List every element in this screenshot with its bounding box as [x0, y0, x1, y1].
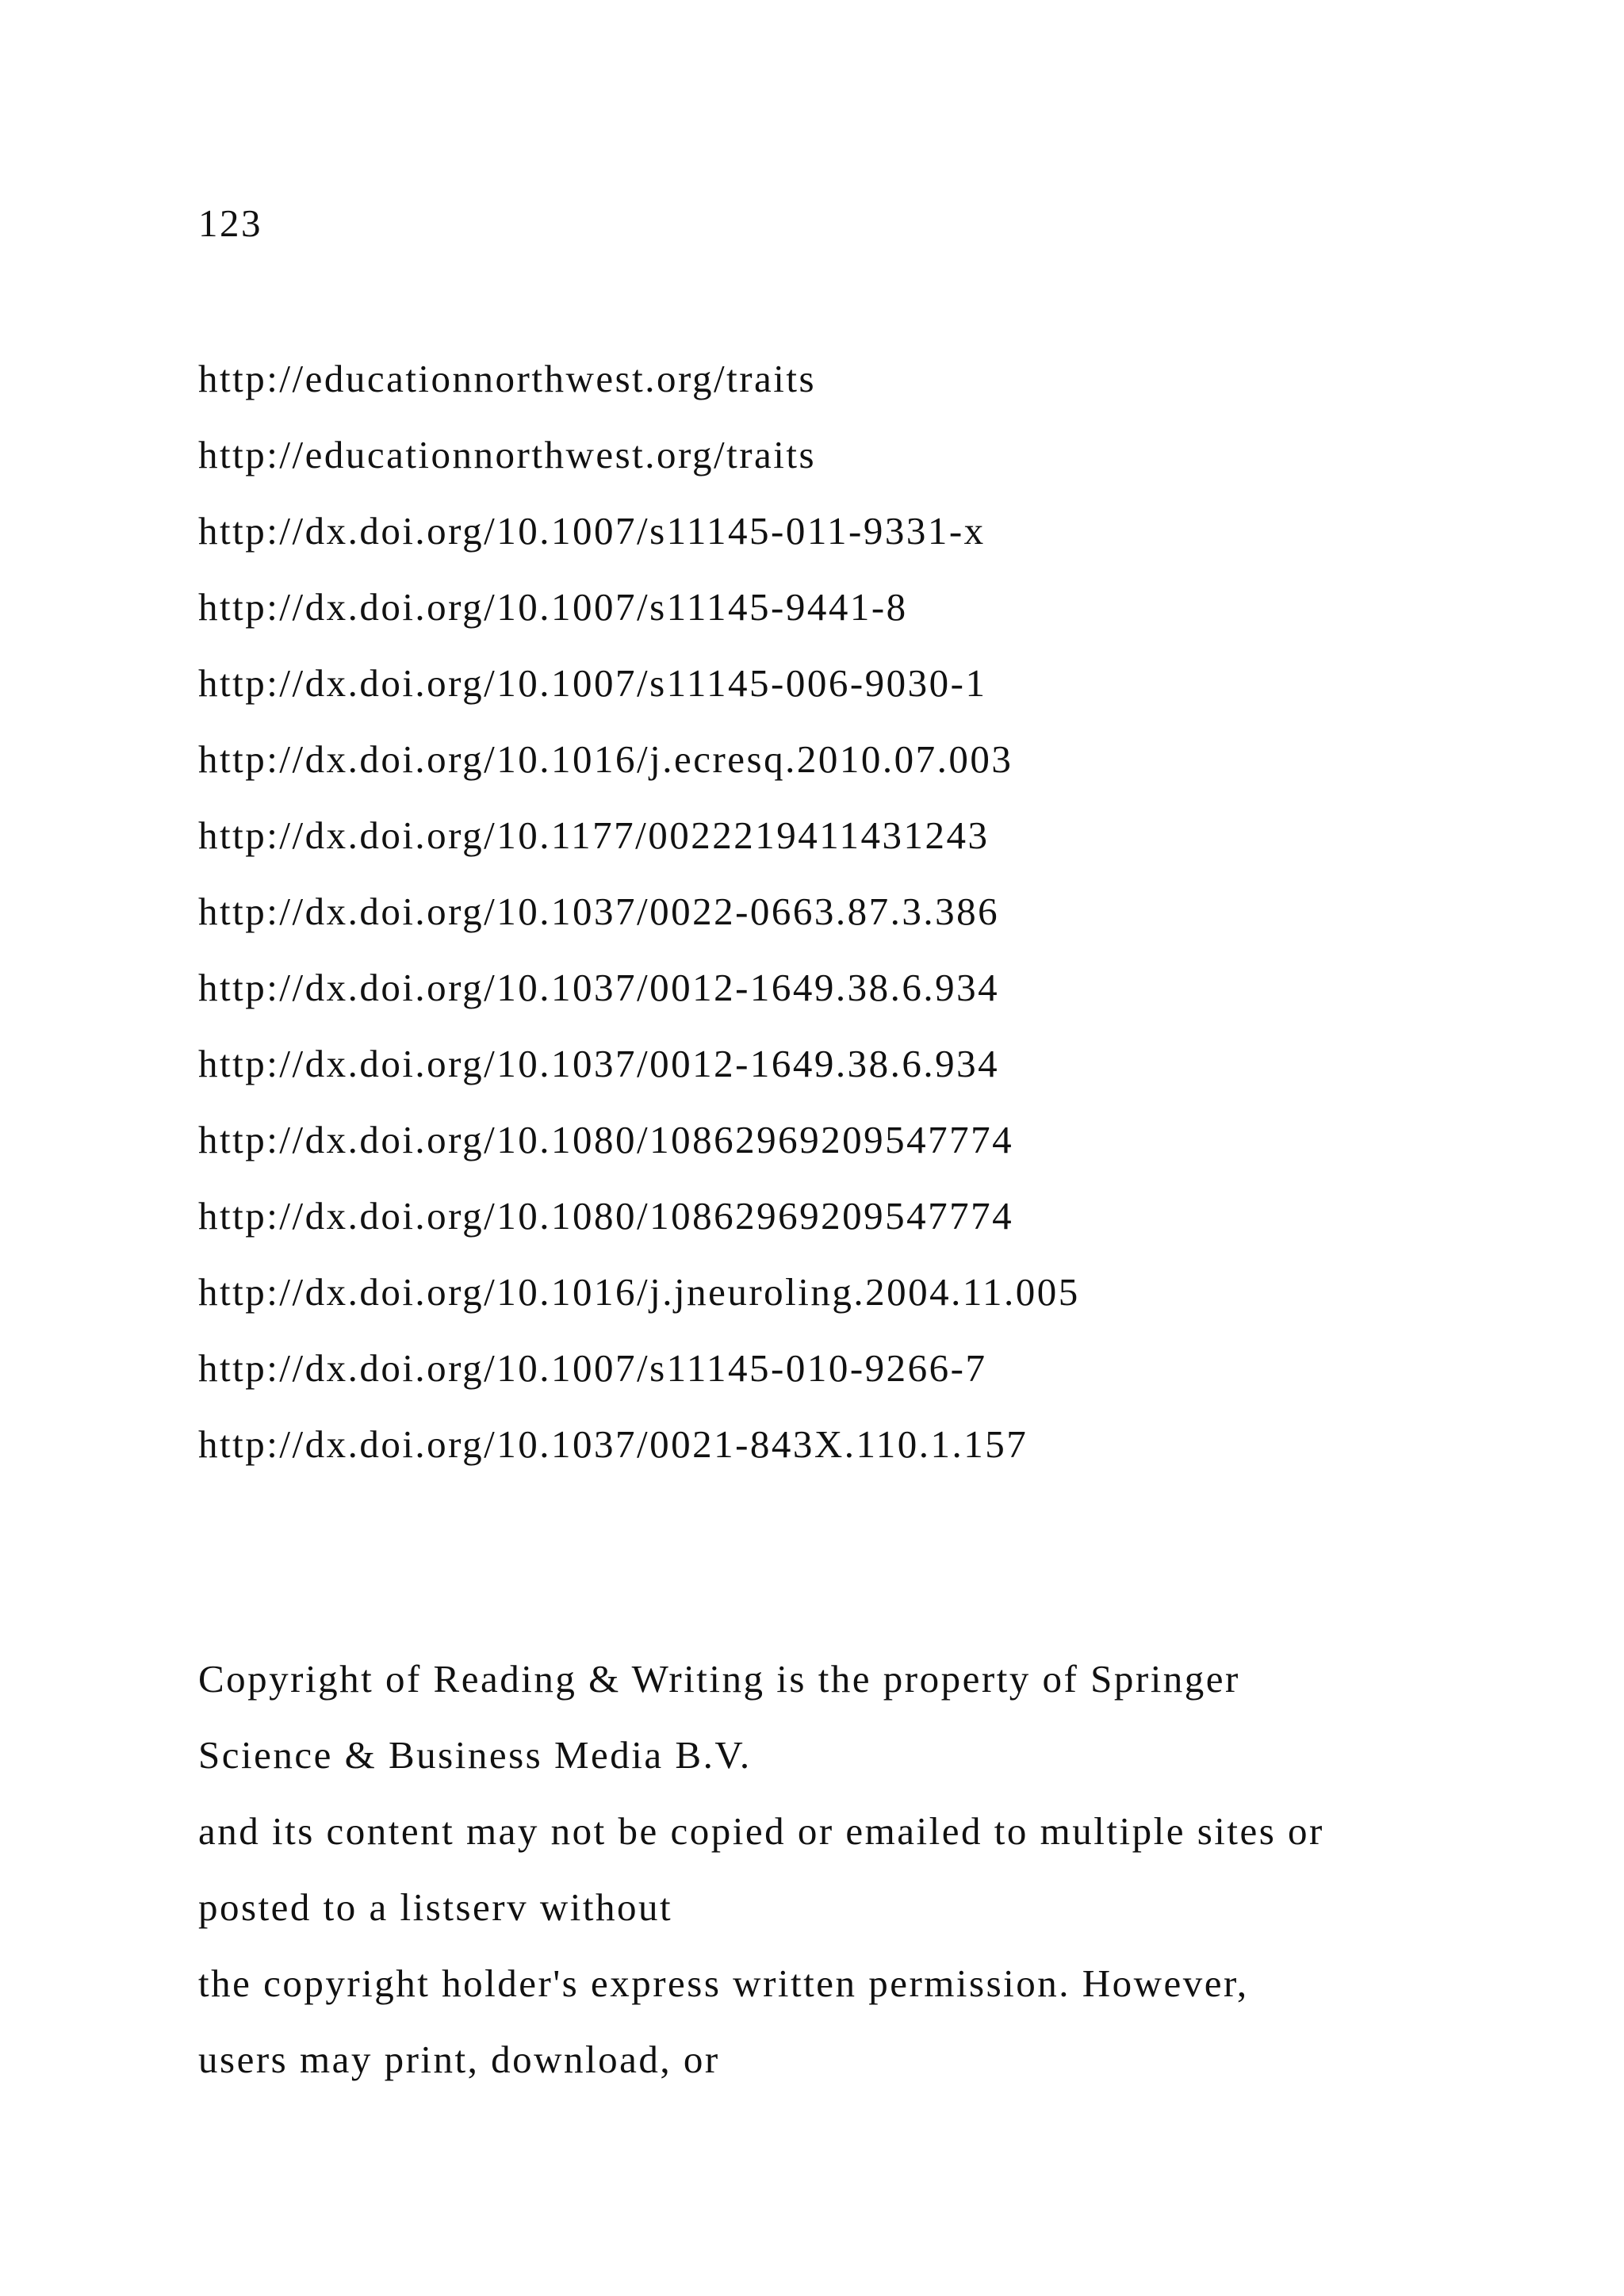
reference-link[interactable]: http://dx.doi.org/10.1037/0022-0663.87.3.386: [198, 890, 1000, 933]
reference-link[interactable]: http://dx.doi.org/10.1016/j.ecresq.2010.07.003: [198, 737, 1013, 781]
reference-link[interactable]: http://educationnorthwest.org/traits: [198, 357, 817, 400]
reference-link[interactable]: http://dx.doi.org/10.1016/j.jneuroling.2004.11.005: [198, 1270, 1080, 1314]
copyright-line: posted to a listserv without: [198, 1885, 673, 1929]
reference-link[interactable]: http://dx.doi.org/10.1007/s11145-006-9030-1: [198, 661, 987, 705]
copyright-line: the copyright holder's express written permission. However,: [198, 1961, 1249, 2005]
copyright-line: Science & Business Media B.V.: [198, 1733, 752, 1777]
reference-link[interactable]: http://dx.doi.org/10.1080/10862969209547774: [198, 1194, 1014, 1238]
copyright-line: and its content may not be copied or emailed to multiple sites or: [198, 1809, 1324, 1853]
reference-link[interactable]: http://dx.doi.org/10.1037/0012-1649.38.6.934: [198, 966, 1000, 1009]
reference-link[interactable]: http://dx.doi.org/10.1037/0012-1649.38.6.934: [198, 1042, 1000, 1085]
reference-link[interactable]: http://dx.doi.org/10.1177/0022219411431243: [198, 813, 990, 857]
reference-link[interactable]: http://dx.doi.org/10.1007/s11145-9441-8: [198, 585, 908, 629]
reference-link[interactable]: http://dx.doi.org/10.1037/0021-843X.110.1.157: [198, 1422, 1028, 1466]
copyright-line: Copyright of Reading & Writing is the property of Springer: [198, 1657, 1240, 1701]
reference-link[interactable]: http://dx.doi.org/10.1080/10862969209547774: [198, 1118, 1014, 1161]
page-number: 123: [198, 201, 262, 245]
reference-link[interactable]: http://dx.doi.org/10.1007/s11145-011-9331-x: [198, 509, 986, 553]
copyright-line: users may print, download, or: [198, 2038, 720, 2081]
reference-link[interactable]: http://educationnorthwest.org/traits: [198, 433, 817, 476]
reference-link[interactable]: http://dx.doi.org/10.1007/s11145-010-9266-7: [198, 1346, 987, 1390]
